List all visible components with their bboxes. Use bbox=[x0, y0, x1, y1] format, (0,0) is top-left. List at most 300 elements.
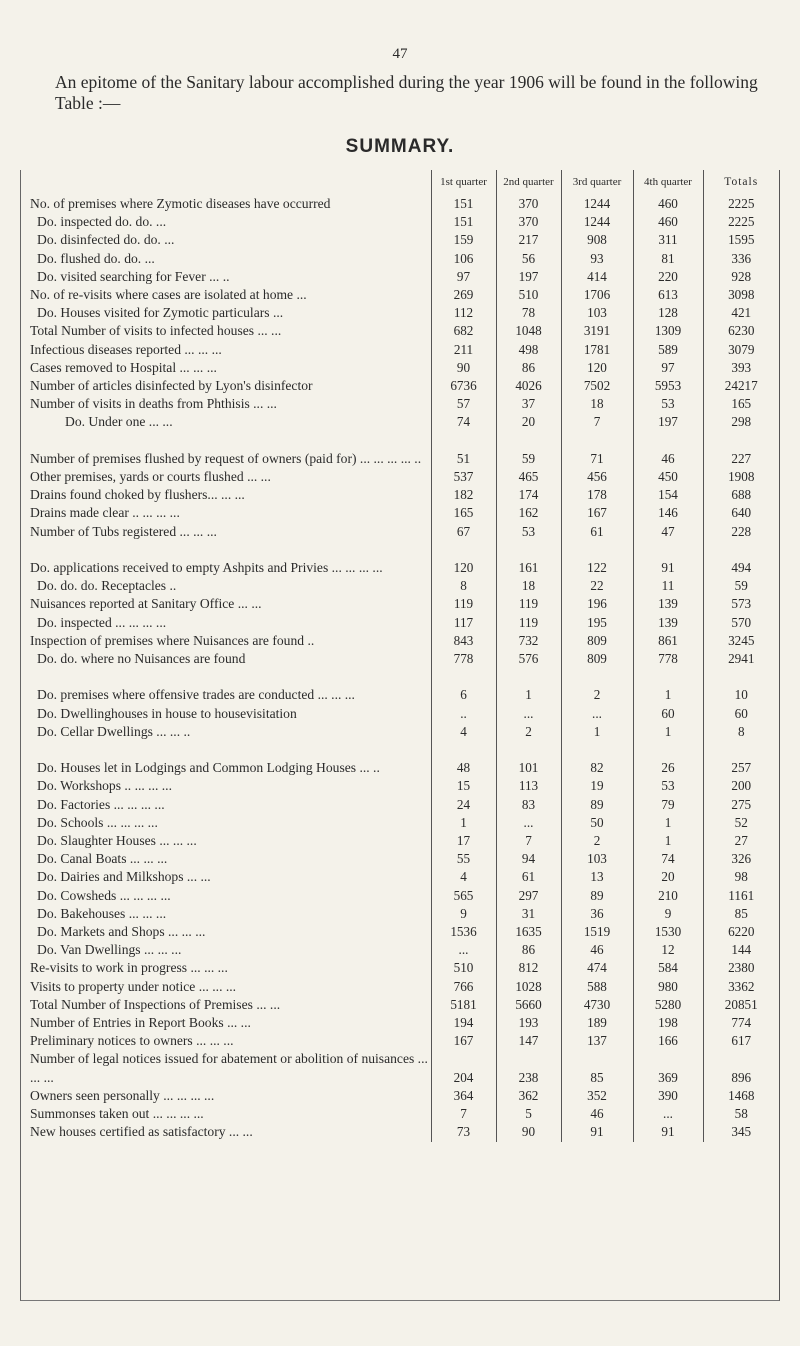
row-label: Do. Markets and Shops ... ... ... bbox=[37, 924, 206, 940]
cell-q4: 613 bbox=[633, 286, 703, 304]
cell-q2: 162 bbox=[496, 504, 561, 522]
cell-total: 298 bbox=[703, 413, 779, 431]
cell-total: 275 bbox=[703, 796, 779, 814]
row-label: Number of articles disinfected by Lyon's disinfector bbox=[30, 378, 313, 394]
cell-q1: 55 bbox=[431, 850, 496, 868]
row-label: Do. Slaughter Houses ... ... ... bbox=[37, 833, 197, 849]
table-row bbox=[21, 650, 779, 668]
cell-total: 2941 bbox=[703, 650, 779, 668]
cell-q4: 91 bbox=[633, 1123, 703, 1141]
header-q2: 2nd quarter bbox=[496, 170, 561, 195]
table-row bbox=[21, 814, 779, 832]
row-label: Do. applications received to empty Ashpits and Privies ... ... ... ... bbox=[30, 560, 383, 576]
page-number: 47 bbox=[392, 46, 408, 62]
cell-q3: 71 bbox=[561, 432, 633, 468]
cell-q4: 146 bbox=[633, 504, 703, 522]
cell-q4: 11 bbox=[633, 577, 703, 595]
cell-q2: 83 bbox=[496, 796, 561, 814]
cell-q2: 197 bbox=[496, 268, 561, 286]
cell-total: 257 bbox=[703, 741, 779, 777]
cell-q1: 766 bbox=[431, 978, 496, 996]
cell-total: 774 bbox=[703, 1014, 779, 1032]
cell-total: 60 bbox=[703, 705, 779, 723]
cell-q1: 73 bbox=[431, 1123, 496, 1141]
row-label: Visits to property under notice ... ... ... bbox=[30, 978, 237, 994]
cell-q4: 450 bbox=[633, 468, 703, 486]
cell-q4: 74 bbox=[633, 850, 703, 868]
cell-total: 200 bbox=[703, 777, 779, 795]
cell-q2: 86 bbox=[496, 359, 561, 377]
cell-q3: 103 bbox=[561, 850, 633, 868]
cell-q2: 119 bbox=[496, 614, 561, 632]
cell-q1: 1536 bbox=[431, 923, 496, 941]
cell-q2: ... bbox=[496, 814, 561, 832]
cell-q2: 7 bbox=[496, 832, 561, 850]
table-row bbox=[21, 978, 779, 996]
cell-total: 345 bbox=[703, 1123, 779, 1141]
row-label: Do. Canal Boats ... ... ... bbox=[37, 851, 168, 867]
cell-q4: 5280 bbox=[633, 996, 703, 1014]
cell-q3: 89 bbox=[561, 887, 633, 905]
cell-total: 573 bbox=[703, 595, 779, 613]
cell-q2: 101 bbox=[496, 741, 561, 777]
cell-q3: 93 bbox=[561, 250, 633, 268]
cell-q4: 81 bbox=[633, 250, 703, 268]
cell-q4: 53 bbox=[633, 777, 703, 795]
cell-q2: 119 bbox=[496, 595, 561, 613]
cell-q2: 61 bbox=[496, 868, 561, 886]
cell-q4: 128 bbox=[633, 304, 703, 322]
cell-total: 336 bbox=[703, 250, 779, 268]
cell-q1: 565 bbox=[431, 887, 496, 905]
table-row bbox=[21, 741, 779, 777]
cell-q2: 510 bbox=[496, 286, 561, 304]
cell-q1: 112 bbox=[431, 304, 496, 322]
cell-q2: 113 bbox=[496, 777, 561, 795]
cell-q4: 980 bbox=[633, 978, 703, 996]
cell-q2: 362 bbox=[496, 1087, 561, 1105]
cell-q2: 5 bbox=[496, 1105, 561, 1123]
cell-q3: 4730 bbox=[561, 996, 633, 1014]
cell-q4: 166 bbox=[633, 1032, 703, 1050]
row-label: Total Number of visits to infected houses ... ... bbox=[30, 323, 282, 339]
cell-q4: 46 bbox=[633, 432, 703, 468]
row-label: Do. do. where no Nuisances are found bbox=[37, 651, 246, 667]
cell-q1: 537 bbox=[431, 468, 496, 486]
cell-q1: 51 bbox=[431, 432, 496, 468]
cell-q4: 1 bbox=[633, 814, 703, 832]
cell-q4: 5953 bbox=[633, 377, 703, 395]
cell-q4: 778 bbox=[633, 650, 703, 668]
table-row bbox=[21, 632, 779, 650]
cell-q1: 204 bbox=[431, 1050, 496, 1086]
table-row bbox=[21, 796, 779, 814]
row-label: Cases removed to Hospital ... ... ... bbox=[30, 359, 217, 375]
cell-total: 421 bbox=[703, 304, 779, 322]
cell-q2: 1028 bbox=[496, 978, 561, 996]
cell-q3: 908 bbox=[561, 231, 633, 249]
row-label: Do. Cellar Dwellings ... ... .. bbox=[37, 723, 191, 739]
row-label: No. of premises where Zymotic diseases have occurred bbox=[30, 196, 331, 211]
row-label: Do. disinfected do. do. ... bbox=[37, 232, 175, 248]
table-row bbox=[21, 523, 779, 541]
cell-q3: 91 bbox=[561, 1123, 633, 1141]
cell-total: 3245 bbox=[703, 632, 779, 650]
cell-q2: 297 bbox=[496, 887, 561, 905]
cell-q3: 13 bbox=[561, 868, 633, 886]
cell-q1: 7 bbox=[431, 1105, 496, 1123]
cell-q3: 1781 bbox=[561, 341, 633, 359]
cell-q3: 122 bbox=[561, 541, 633, 577]
cell-q4: 460 bbox=[633, 195, 703, 213]
cell-q3: 2 bbox=[561, 832, 633, 850]
table-row bbox=[21, 213, 779, 231]
cell-q3: 18 bbox=[561, 395, 633, 413]
table-row bbox=[21, 1105, 779, 1123]
cell-q1: 6736 bbox=[431, 377, 496, 395]
table-row bbox=[21, 322, 779, 340]
cell-q1: 778 bbox=[431, 650, 496, 668]
header-q4: 4th quarter bbox=[633, 170, 703, 195]
table-row bbox=[21, 705, 779, 723]
cell-total: 688 bbox=[703, 486, 779, 504]
header-q1: 1st quarter bbox=[431, 170, 496, 195]
cell-q3: 167 bbox=[561, 504, 633, 522]
row-label: Do. Schools ... ... ... ... bbox=[37, 814, 158, 830]
cell-q2: 217 bbox=[496, 231, 561, 249]
cell-q1: 510 bbox=[431, 959, 496, 977]
row-label: Do. inspected do. do. ... bbox=[37, 214, 167, 230]
table-row bbox=[21, 377, 779, 395]
cell-q2: 37 bbox=[496, 395, 561, 413]
cell-q3: 809 bbox=[561, 632, 633, 650]
row-label: Do. Houses let in Lodgings and Common Lodging Houses ... .. bbox=[37, 760, 380, 776]
cell-q4: 60 bbox=[633, 705, 703, 723]
cell-q3: 809 bbox=[561, 650, 633, 668]
cell-q1: 269 bbox=[431, 286, 496, 304]
table-row bbox=[21, 996, 779, 1014]
cell-total: 2380 bbox=[703, 959, 779, 977]
cell-q1: ... bbox=[431, 941, 496, 959]
cell-q2: 732 bbox=[496, 632, 561, 650]
table-row bbox=[21, 195, 779, 213]
row-label: Drains found choked by flushers... ... ... bbox=[30, 487, 245, 503]
cell-q4: 197 bbox=[633, 413, 703, 431]
row-label: Do. do. do. Receptacles .. bbox=[37, 578, 177, 594]
table-row bbox=[21, 668, 779, 704]
cell-q3: 1519 bbox=[561, 923, 633, 941]
cell-total: 85 bbox=[703, 905, 779, 923]
table-row bbox=[21, 595, 779, 613]
cell-q3: 414 bbox=[561, 268, 633, 286]
cell-total: 52 bbox=[703, 814, 779, 832]
cell-q2: 20 bbox=[496, 413, 561, 431]
cell-q3: 36 bbox=[561, 905, 633, 923]
cell-total: 393 bbox=[703, 359, 779, 377]
cell-q1: 151 bbox=[431, 195, 496, 213]
summary-heading: SUMMARY. bbox=[345, 136, 455, 157]
row-label: Owners seen personally ... ... ... ... bbox=[30, 1087, 215, 1103]
cell-q4: 460 bbox=[633, 213, 703, 231]
cell-q4: 47 bbox=[633, 523, 703, 541]
table-row bbox=[21, 486, 779, 504]
cell-total: 27 bbox=[703, 832, 779, 850]
cell-q2: 2 bbox=[496, 723, 561, 741]
cell-q1: 165 bbox=[431, 504, 496, 522]
cell-q3: 19 bbox=[561, 777, 633, 795]
cell-total: 2225 bbox=[703, 195, 779, 213]
table-row bbox=[21, 395, 779, 413]
cell-q2: 18 bbox=[496, 577, 561, 595]
cell-q1: 67 bbox=[431, 523, 496, 541]
table-row bbox=[21, 1123, 779, 1141]
row-label: New houses certified as satisfactory ... ... bbox=[30, 1124, 253, 1140]
cell-q4: 210 bbox=[633, 887, 703, 905]
table-row bbox=[21, 868, 779, 886]
cell-q2: 174 bbox=[496, 486, 561, 504]
header-row bbox=[21, 170, 779, 195]
cell-q3: 82 bbox=[561, 741, 633, 777]
cell-total: 1595 bbox=[703, 231, 779, 249]
cell-q3: 137 bbox=[561, 1032, 633, 1050]
cell-total: 640 bbox=[703, 504, 779, 522]
cell-q4: 154 bbox=[633, 486, 703, 504]
cell-q4: 79 bbox=[633, 796, 703, 814]
cell-total: 6220 bbox=[703, 923, 779, 941]
cell-q4: 311 bbox=[633, 231, 703, 249]
cell-q4: ... bbox=[633, 1105, 703, 1123]
cell-q1: 167 bbox=[431, 1032, 496, 1050]
cell-total: 1161 bbox=[703, 887, 779, 905]
cell-q4: 91 bbox=[633, 541, 703, 577]
header-q3: 3rd quarter bbox=[561, 170, 633, 195]
cell-total: 928 bbox=[703, 268, 779, 286]
cell-total: 2225 bbox=[703, 213, 779, 231]
cell-q4: 139 bbox=[633, 595, 703, 613]
cell-q4: 1 bbox=[633, 668, 703, 704]
cell-q2: 5660 bbox=[496, 996, 561, 1014]
row-label: Inspection of premises where Nuisances are found .. bbox=[30, 632, 315, 648]
cell-q3: 89 bbox=[561, 796, 633, 814]
row-label: Do. Workshops .. ... ... ... bbox=[37, 778, 172, 794]
cell-q3: 3191 bbox=[561, 322, 633, 340]
cell-total: 24217 bbox=[703, 377, 779, 395]
cell-q3: 120 bbox=[561, 359, 633, 377]
cell-q2: 576 bbox=[496, 650, 561, 668]
cell-q3: 7 bbox=[561, 413, 633, 431]
cell-q1: 4 bbox=[431, 723, 496, 741]
cell-total: 144 bbox=[703, 941, 779, 959]
cell-total: 20851 bbox=[703, 996, 779, 1014]
cell-q3: 178 bbox=[561, 486, 633, 504]
cell-q1: 843 bbox=[431, 632, 496, 650]
table-row bbox=[21, 777, 779, 795]
row-label: Do. Dwellinghouses in house to housevisitation bbox=[37, 705, 297, 721]
summary-table-box bbox=[20, 170, 780, 1301]
cell-q3: 1244 bbox=[561, 195, 633, 213]
cell-total: 1908 bbox=[703, 468, 779, 486]
cell-q4: 369 bbox=[633, 1050, 703, 1086]
table-row bbox=[21, 1087, 779, 1105]
cell-q2: 370 bbox=[496, 195, 561, 213]
cell-q2: 370 bbox=[496, 213, 561, 231]
cell-q3: 1706 bbox=[561, 286, 633, 304]
row-label: Do. Factories ... ... ... ... bbox=[37, 796, 165, 812]
summary-table bbox=[21, 170, 779, 1142]
cell-q3: 46 bbox=[561, 1105, 633, 1123]
cell-q1: 106 bbox=[431, 250, 496, 268]
cell-q2: 86 bbox=[496, 941, 561, 959]
cell-total: 165 bbox=[703, 395, 779, 413]
cell-q2: 78 bbox=[496, 304, 561, 322]
cell-q4: 1530 bbox=[633, 923, 703, 941]
table-row bbox=[21, 887, 779, 905]
table-row bbox=[21, 341, 779, 359]
cell-q1: 90 bbox=[431, 359, 496, 377]
row-label: Do. Cowsheds ... ... ... ... bbox=[37, 887, 171, 903]
cell-total: 570 bbox=[703, 614, 779, 632]
cell-total: 228 bbox=[703, 523, 779, 541]
cell-q3: 61 bbox=[561, 523, 633, 541]
row-label: Summonses taken out ... ... ... ... bbox=[30, 1106, 204, 1122]
cell-q3: 189 bbox=[561, 1014, 633, 1032]
row-label: Number of premises flushed by request of owners (paid for) ... ... ... ... .. bbox=[30, 450, 422, 466]
cell-q2: 94 bbox=[496, 850, 561, 868]
cell-q3: 85 bbox=[561, 1050, 633, 1086]
table-row bbox=[21, 468, 779, 486]
cell-q1: 97 bbox=[431, 268, 496, 286]
cell-q2: 238 bbox=[496, 1050, 561, 1086]
cell-q2: 1635 bbox=[496, 923, 561, 941]
cell-q1: 182 bbox=[431, 486, 496, 504]
cell-q3: 588 bbox=[561, 978, 633, 996]
intro-text: An epitome of the Sanitary labour accomplished during the year 1906 will be found in the following Table :— bbox=[55, 72, 758, 113]
table-row bbox=[21, 832, 779, 850]
table-row bbox=[21, 268, 779, 286]
cell-q3: 352 bbox=[561, 1087, 633, 1105]
table-row bbox=[21, 1014, 779, 1032]
table-body bbox=[21, 195, 779, 1142]
cell-q4: 20 bbox=[633, 868, 703, 886]
cell-q1: 57 bbox=[431, 395, 496, 413]
cell-q2: 59 bbox=[496, 432, 561, 468]
row-label: Do. flushed do. do. ... bbox=[37, 250, 155, 266]
cell-total: 59 bbox=[703, 577, 779, 595]
table-row bbox=[21, 941, 779, 959]
table-row bbox=[21, 250, 779, 268]
cell-total: 6230 bbox=[703, 322, 779, 340]
table-row bbox=[21, 286, 779, 304]
row-label: Infectious diseases reported ... ... ... bbox=[30, 341, 222, 357]
table-row bbox=[21, 231, 779, 249]
cell-q1: 151 bbox=[431, 213, 496, 231]
cell-q1: 682 bbox=[431, 322, 496, 340]
cell-q4: 26 bbox=[633, 741, 703, 777]
cell-q2: 465 bbox=[496, 468, 561, 486]
cell-q4: 9 bbox=[633, 905, 703, 923]
cell-q1: 194 bbox=[431, 1014, 496, 1032]
cell-q2: 56 bbox=[496, 250, 561, 268]
cell-q4: 220 bbox=[633, 268, 703, 286]
table-row bbox=[21, 959, 779, 977]
cell-q4: 12 bbox=[633, 941, 703, 959]
table-row bbox=[21, 1032, 779, 1050]
cell-q2: 498 bbox=[496, 341, 561, 359]
row-label: Number of legal notices issued for abatement or abolition of nuisances ... ... ... bbox=[30, 1051, 428, 1085]
cell-q2: 812 bbox=[496, 959, 561, 977]
cell-q1: 8 bbox=[431, 577, 496, 595]
cell-q3: 46 bbox=[561, 941, 633, 959]
cell-q3: 103 bbox=[561, 304, 633, 322]
row-label: Do. Under one ... ... bbox=[65, 414, 173, 430]
cell-q2: 90 bbox=[496, 1123, 561, 1141]
cell-q1: 9 bbox=[431, 905, 496, 923]
cell-q3: 474 bbox=[561, 959, 633, 977]
cell-q1: 1 bbox=[431, 814, 496, 832]
row-label: Do. inspected ... ... ... ... bbox=[37, 614, 167, 630]
row-label: Number of visits in deaths from Phthisis ... ... bbox=[30, 396, 277, 412]
table-row bbox=[21, 359, 779, 377]
cell-q1: 6 bbox=[431, 668, 496, 704]
cell-q2: 1 bbox=[496, 668, 561, 704]
table-row bbox=[21, 413, 779, 431]
row-label: No. of re-visits where cases are isolated at home ... bbox=[30, 287, 307, 303]
table-row bbox=[21, 577, 779, 595]
table-row bbox=[21, 432, 779, 468]
cell-q1: 24 bbox=[431, 796, 496, 814]
table-row bbox=[21, 304, 779, 322]
cell-q2: 31 bbox=[496, 905, 561, 923]
row-label: Total Number of Inspections of Premises ... ... bbox=[30, 996, 281, 1012]
cell-q3: 196 bbox=[561, 595, 633, 613]
cell-total: 326 bbox=[703, 850, 779, 868]
row-label: Do. visited searching for Fever ... .. bbox=[37, 268, 230, 284]
cell-q3: 50 bbox=[561, 814, 633, 832]
cell-total: 3098 bbox=[703, 286, 779, 304]
cell-q4: 53 bbox=[633, 395, 703, 413]
cell-q1: 17 bbox=[431, 832, 496, 850]
row-label: Do. Bakehouses ... ... ... bbox=[37, 905, 167, 921]
row-label: Number of Tubs registered ... ... ... bbox=[30, 523, 217, 539]
table-row bbox=[21, 1050, 779, 1086]
cell-total: 58 bbox=[703, 1105, 779, 1123]
cell-q4: 1 bbox=[633, 832, 703, 850]
cell-q1: .. bbox=[431, 705, 496, 723]
cell-q3: ... bbox=[561, 705, 633, 723]
cell-q3: 7502 bbox=[561, 377, 633, 395]
cell-q1: 5181 bbox=[431, 996, 496, 1014]
table-row bbox=[21, 723, 779, 741]
cell-total: 3079 bbox=[703, 341, 779, 359]
cell-q1: 117 bbox=[431, 614, 496, 632]
cell-q3: 2 bbox=[561, 668, 633, 704]
header-blank bbox=[21, 170, 431, 195]
cell-q4: 139 bbox=[633, 614, 703, 632]
cell-total: 10 bbox=[703, 668, 779, 704]
cell-total: 896 bbox=[703, 1050, 779, 1086]
table-row bbox=[21, 850, 779, 868]
row-label: Nuisances reported at Sanitary Office ... ... bbox=[30, 596, 262, 612]
row-label: Do. Dairies and Milkshops ... ... bbox=[37, 869, 211, 885]
cell-total: 227 bbox=[703, 432, 779, 468]
row-label: Do. Van Dwellings ... ... ... bbox=[37, 942, 182, 958]
cell-total: 617 bbox=[703, 1032, 779, 1050]
table-row bbox=[21, 923, 779, 941]
row-label: Drains made clear .. ... ... ... bbox=[30, 505, 180, 521]
cell-q3: 1244 bbox=[561, 213, 633, 231]
cell-q4: 584 bbox=[633, 959, 703, 977]
cell-q1: 120 bbox=[431, 541, 496, 577]
